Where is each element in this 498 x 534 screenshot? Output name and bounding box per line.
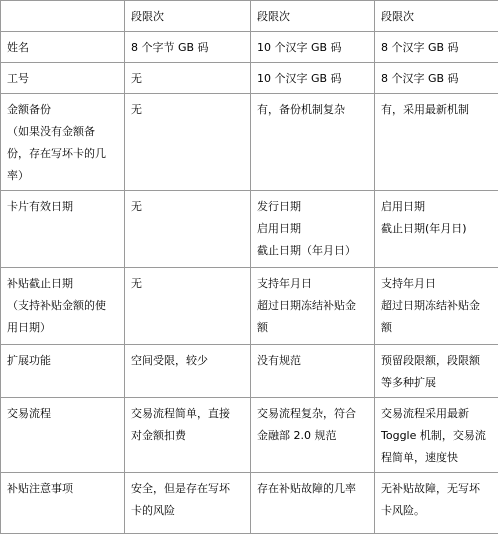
- value-cell-col2: [251, 473, 375, 534]
- cell-text-line: 金额备份: [7, 99, 120, 121]
- cell-text-line: 8 个字节 GB 码: [131, 37, 246, 59]
- cell-text-line: 交易流程复杂，符合: [257, 403, 370, 425]
- cell-text-line: 补贴注意事项: [7, 478, 120, 500]
- cell-text-line: 无: [131, 68, 246, 90]
- cell-text-line: 对金额扣费: [131, 425, 246, 447]
- cell-text-line: 卡片有效日期: [7, 196, 120, 218]
- cell-text-line: 预留段限额，段限额: [381, 350, 494, 372]
- cell-text-line: 空间受限，较少: [131, 350, 246, 372]
- cell-text-line: 姓名: [7, 37, 120, 59]
- row-label-cell: [1, 268, 125, 345]
- cell-text-line: 无补贴故障，无写坏: [381, 478, 494, 500]
- value-cell-col1: [125, 398, 251, 473]
- cell-text-line: 10 个汉字 GB 码: [257, 68, 370, 90]
- cell-text-line: （支持补贴金额的使: [7, 295, 120, 317]
- value-cell-col1: [125, 32, 251, 63]
- value-cell-col2: [251, 32, 375, 63]
- cell-text-line: 程简单，速度快: [381, 447, 494, 469]
- cell-text-line: 有，采用最新机制: [381, 99, 494, 121]
- cell-text-line: 截止日期（年月日）: [257, 240, 370, 262]
- value-cell-col1: [125, 268, 251, 345]
- table-row: [1, 94, 498, 191]
- cell-text-line: 份，存在写坏卡的几: [7, 143, 120, 165]
- cell-text-line: 发行日期: [257, 196, 370, 218]
- cell-text-line: 交易流程: [7, 403, 120, 425]
- value-cell-col1: [125, 191, 251, 268]
- cell-text-line: 额: [257, 317, 370, 339]
- table-row: [1, 32, 498, 63]
- cell-text-line: 无: [131, 196, 246, 218]
- value-cell-col3: [375, 473, 498, 534]
- table-row: [1, 63, 498, 94]
- header-cell-empty: [1, 1, 125, 32]
- row-label-cell: [1, 32, 125, 63]
- cell-text-line: 没有规范: [257, 350, 370, 372]
- value-cell-col3: [375, 345, 498, 398]
- table-row: [1, 345, 498, 398]
- cell-text-line: 卡的风险: [131, 500, 246, 522]
- cell-text-line: 有，备份机制复杂: [257, 99, 370, 121]
- value-cell-col3: [375, 191, 498, 268]
- header-row: [1, 1, 498, 32]
- cell-text-line: 启用日期: [257, 218, 370, 240]
- row-label-cell: [1, 63, 125, 94]
- value-cell-col2: [251, 94, 375, 191]
- table-row: [1, 268, 498, 345]
- cell-text-line: 安全，但是存在写坏: [131, 478, 246, 500]
- cell-text-line: 支持年月日: [381, 273, 494, 295]
- table-row: [1, 473, 498, 534]
- value-cell-col1: [125, 63, 251, 94]
- cell-text-line: 截止日期(年月日): [381, 218, 494, 240]
- row-label-cell: [1, 94, 125, 191]
- value-cell-col2: [251, 191, 375, 268]
- value-cell-col1: [125, 473, 251, 534]
- cell-text-line: 额: [381, 317, 494, 339]
- cell-text-line: （如果没有金额备: [7, 121, 120, 143]
- cell-text-line: 交易流程采用最新: [381, 403, 494, 425]
- cell-text-line: 交易流程简单，直接: [131, 403, 246, 425]
- value-cell-col2: [251, 345, 375, 398]
- cell-text-line: 8 个汉字 GB 码: [381, 68, 494, 90]
- cell-text-line: 10 个汉字 GB 码: [257, 37, 370, 59]
- row-label-cell: [1, 398, 125, 473]
- value-cell-col3: [375, 268, 498, 345]
- cell-text-line: 无: [131, 273, 246, 295]
- cell-text-line: 工号: [7, 68, 120, 90]
- cell-text-line: 率）: [7, 165, 120, 187]
- cell-text-line: 无: [131, 99, 246, 121]
- cell-text-line: 补贴截止日期: [7, 273, 120, 295]
- value-cell-col3: [375, 398, 498, 473]
- value-cell-col1: [125, 345, 251, 398]
- header-cell-col1: 段限次: [125, 1, 251, 32]
- cell-text-line: 支持年月日: [257, 273, 370, 295]
- row-label-cell: [1, 473, 125, 534]
- cell-text-line: 卡风险。: [381, 500, 494, 522]
- value-cell-col3: [375, 94, 498, 191]
- value-cell-col2: [251, 63, 375, 94]
- cell-text-line: Toggle 机制，交易流: [381, 425, 494, 447]
- cell-text-line: 用日期）: [7, 317, 120, 339]
- value-cell-col3: [375, 32, 498, 63]
- cell-text-line: 存在补贴故障的几率: [257, 478, 370, 500]
- cell-text-line: 金融部 2.0 规范: [257, 425, 370, 447]
- cell-text-line: 扩展功能: [7, 350, 120, 372]
- cell-text-line: 8 个汉字 GB 码: [381, 37, 494, 59]
- cell-text-line: 超过日期冻结补贴金: [381, 295, 494, 317]
- value-cell-col2: [251, 268, 375, 345]
- value-cell-col3: [375, 63, 498, 94]
- header-cell-col3: 段限次: [375, 1, 498, 32]
- cell-text-line: 超过日期冻结补贴金: [257, 295, 370, 317]
- table-row: [1, 398, 498, 473]
- value-cell-col1: [125, 94, 251, 191]
- row-label-cell: [1, 345, 125, 398]
- cell-text-line: 启用日期: [381, 196, 494, 218]
- row-label-cell: [1, 191, 125, 268]
- value-cell-col2: [251, 398, 375, 473]
- table-row: [1, 191, 498, 268]
- cell-text-line: 等多种扩展: [381, 372, 494, 394]
- header-cell-col2: 段限次: [251, 1, 375, 32]
